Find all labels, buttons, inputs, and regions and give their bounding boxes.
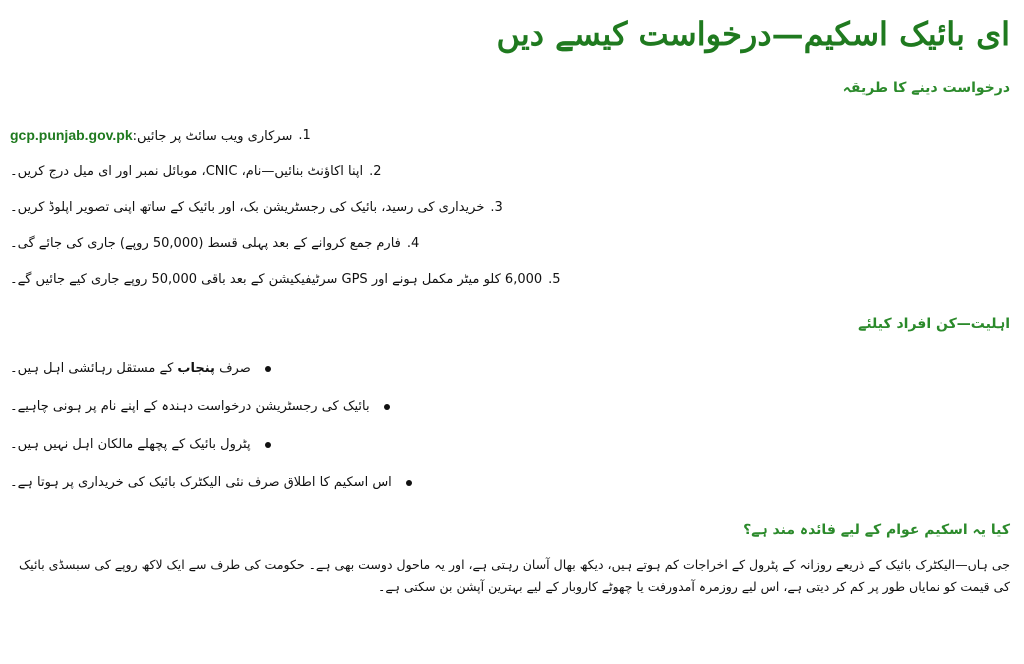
benefit-paragraph: جی ہاں—الیکٹرک بائیک کے ذریعے روزانہ کے پٹرول کے اخراجات کم ہوتے ہیں، دیکھ بھال آسان رہتی ہے، اور یہ ماحول دوست بھی ہے۔ حکومت کی طرف سے ایک لاکھ روپے کی سبسڈی بائیک کی قیمت کو نمایاں طور پر کم کر دیتی ہے، اس لیے روزمرہ آمدورفت یا چھوٹے کاروبار کے لیے بہترین آپشن بن سکتی ہے۔ bbox=[18, 557, 1010, 594]
step-number: 4. bbox=[406, 236, 420, 251]
step-text: اپنا اکاؤنٹ بنائیں—نام، CNIC، موبائل نمبر اور ای میل درج کریں۔ bbox=[10, 164, 364, 179]
step-item bbox=[10, 154, 1010, 190]
eligibility-text: صرف bbox=[214, 361, 251, 376]
eligibility-text: اس اسکیم کا اطلاق صرف نئی الیکٹرک بائیک کی خریداری پر ہوتا ہے۔ bbox=[10, 475, 392, 490]
bullet-icon bbox=[265, 366, 271, 372]
eligibility-item bbox=[10, 426, 1010, 464]
step-text: خریداری کی رسید، بائیک کی رجسٹریشن بک، اور بائیک کے ساتھ اپنی تصویر اپلوڈ کریں۔ bbox=[10, 200, 485, 215]
page-title: ای بائیک اسکیم—درخواست کیسے دیں bbox=[496, 15, 1010, 53]
bullet-icon bbox=[265, 442, 271, 448]
step-item bbox=[10, 262, 1010, 298]
eligibility-text: کے مستقل رہائشی اہل ہیں۔ bbox=[10, 361, 178, 376]
eligibility-item bbox=[10, 388, 1010, 426]
step-number: 2. bbox=[369, 164, 382, 179]
steps-list bbox=[10, 118, 1010, 298]
step-number: 3. bbox=[490, 200, 503, 215]
website-link[interactable]: gcp.punjab.gov.pk bbox=[10, 127, 133, 143]
step-number: 5. bbox=[548, 272, 561, 287]
eligibility-text: بائیک کی رجسٹریشن درخواست دہندہ کے اپنے نام پر ہونی چاہیے۔ bbox=[10, 399, 370, 414]
eligibility-item bbox=[10, 350, 1010, 388]
bullet-icon bbox=[384, 404, 390, 410]
bullet-icon bbox=[406, 480, 412, 486]
steps-heading: درخواست دینے کا طریقہ bbox=[842, 80, 1010, 96]
step-text: فارم جمع کروانے کے بعد پہلی قسط (50,000 روپے) جاری کی جائے گی۔ bbox=[10, 236, 401, 251]
eligibility-item bbox=[10, 464, 1010, 502]
step-item bbox=[10, 118, 1010, 154]
eligibility-bold-text: پنجاب bbox=[177, 361, 215, 376]
step-item bbox=[10, 190, 1010, 226]
step-text: 6,000 کلو میٹر مکمل ہونے اور GPS سرٹیفیکیشن کے بعد باقی 50,000 روپے جاری کیے جائیں گے۔ bbox=[10, 272, 543, 287]
eligibility-heading: اہلیت—کن افراد کیلئے bbox=[858, 316, 1010, 332]
step-item bbox=[10, 226, 1010, 262]
eligibility-text: پٹرول بائیک کے پچھلے مالکان اہل نہیں ہیں۔ bbox=[10, 437, 251, 452]
eligibility-list bbox=[10, 350, 1010, 502]
step-number: 1. bbox=[298, 128, 311, 143]
benefit-heading: کیا یہ اسکیم عوام کے لیے فائدہ مند ہے؟ bbox=[743, 522, 1010, 538]
step-text: سرکاری ویب سائٹ پر جائیں: bbox=[132, 129, 293, 144]
